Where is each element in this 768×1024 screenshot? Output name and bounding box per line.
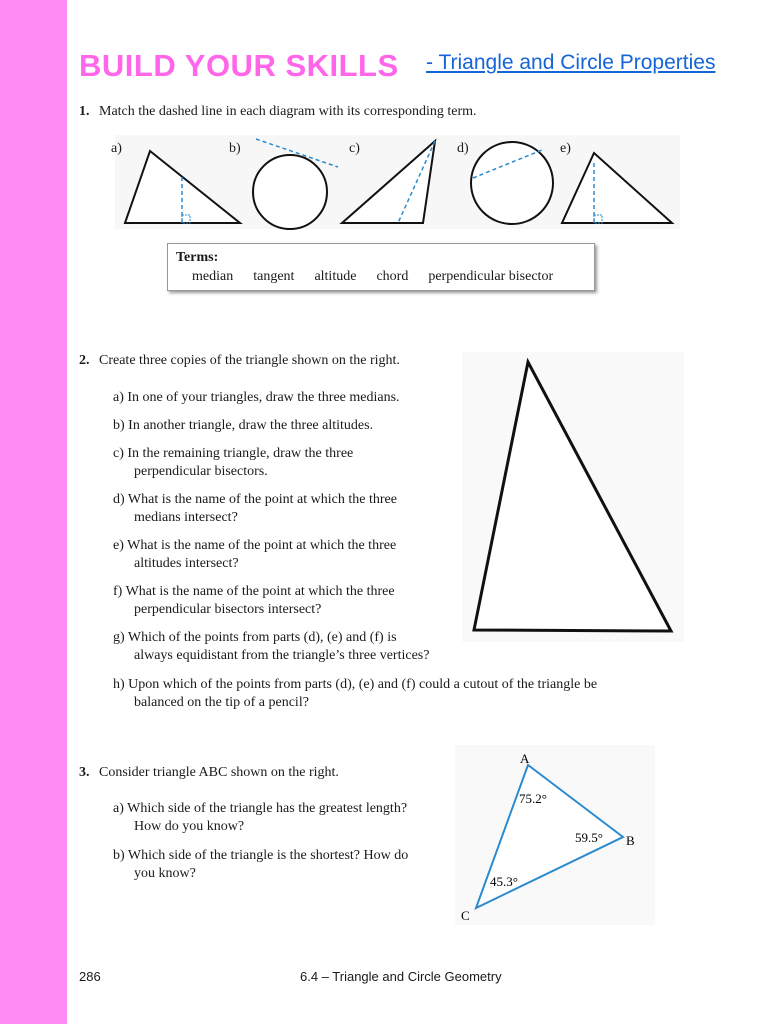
q2-item-f-line1: What is the name of the point at which the three [125,584,395,599]
vertex-c-label: C [461,908,470,923]
q2-item-e-label: e) [113,538,124,553]
q2-triangle [462,352,684,642]
section-title: 6.4 – Triangle and Circle Geometry [300,969,502,984]
diagram-label-a: a) [111,141,122,156]
term-tangent: tangent [253,269,295,284]
vertex-a-label: A [520,751,530,766]
diagram-label-e: e) [560,141,571,156]
q2-item-f-line2: perpendicular bisectors intersect? [134,602,322,617]
term-perpendicular-bisector: perpendicular bisector [428,269,554,284]
q2-item-c [113,445,353,481]
margin-stripe [0,0,67,1024]
question-2-text: Create three copies of the triangle shown on the right. [99,353,400,368]
angle-c-label: 45.3° [490,874,518,889]
term-chord: chord [376,269,409,284]
q3-item-b-label: b) [113,848,125,863]
question-3 [79,765,339,781]
q2-item-b-text: In another triangle, draw the three altitudes. [128,418,374,433]
q2-item-b [113,417,373,435]
q3-item-a-label: a) [113,801,124,816]
q3-item-a-line1: Which side of the triangle has the greatest length? [127,801,408,816]
q2-item-d-line1: What is the name of the point at which the three [127,492,397,507]
q3-item-b-line1: Which side of the triangle is the shortest? How do [127,848,409,863]
q2-item-h-label: h) [113,677,125,692]
q2-item-d-label: d) [113,492,125,507]
question-3-number: 3. [79,765,90,780]
q2-item-f-label: f) [113,584,123,599]
page-title: BUILD YOUR SKILLS [79,48,399,83]
q3-item-b [113,847,408,883]
q2-item-h-line1: Upon which of the points from parts (d), (e) and (f) could a cutout of the triangle be [128,677,598,692]
q2-item-g-line1: Which of the points from parts (d), (e) and (f) is [127,630,397,645]
q2-item-d-line2: medians intersect? [134,510,238,525]
triangle-abc [455,745,655,925]
q2-item-g-label: g) [113,630,125,645]
term-median: median [192,269,234,284]
angle-b-label: 59.5° [575,830,603,845]
page-subtitle: - Triangle and Circle Properties [426,51,716,74]
vertex-b-label: B [626,833,635,848]
q2-item-e-line2: altitudes intersect? [134,556,239,571]
diagram-d [471,142,553,224]
q3-item-a-line2: How do you know? [134,819,245,834]
q2-item-g [113,629,429,665]
q2-item-a [113,389,400,407]
q1-diagrams [110,135,685,230]
terms-box [167,243,595,291]
q2-item-g-line2: always equidistant from the triangle’s three vertices? [134,648,430,663]
q2-item-e [113,537,396,573]
question-2 [79,353,400,369]
q2-item-a-text: In one of your triangles, draw the three medians. [127,390,400,405]
diagram-label-b: b) [229,141,241,156]
term-altitude: altitude [314,269,357,284]
q2-item-c-label: c) [113,446,124,461]
q2-item-h-line2: balanced on the tip of a pencil? [134,695,309,710]
question-1 [79,104,477,120]
question-2-number: 2. [79,353,90,368]
q2-item-b-label: b) [113,418,125,433]
q2-item-a-label: a) [113,390,124,405]
terms-title: Terms: [176,250,219,265]
q2-item-d [113,491,397,527]
diagram-label-c: c) [349,141,360,156]
q2-item-e-line1: What is the name of the point at which the three [127,538,397,553]
question-3-text: Consider triangle ABC shown on the right. [99,765,339,780]
q2-item-h [113,676,597,712]
page-number: 286 [79,969,101,984]
question-1-number: 1. [79,104,90,119]
angle-a-label: 75.2° [519,791,547,806]
question-1-text: Match the dashed line in each diagram with its corresponding term. [99,104,477,119]
diagram-label-d: d) [457,141,469,156]
q2-item-f [113,583,395,619]
q2-item-c-line1: In the remaining triangle, draw the three [127,446,354,461]
q3-item-a [113,800,407,836]
q3-item-b-line2: you know? [134,866,196,881]
terms-list [192,269,573,285]
q2-item-c-line2: perpendicular bisectors. [134,464,268,479]
